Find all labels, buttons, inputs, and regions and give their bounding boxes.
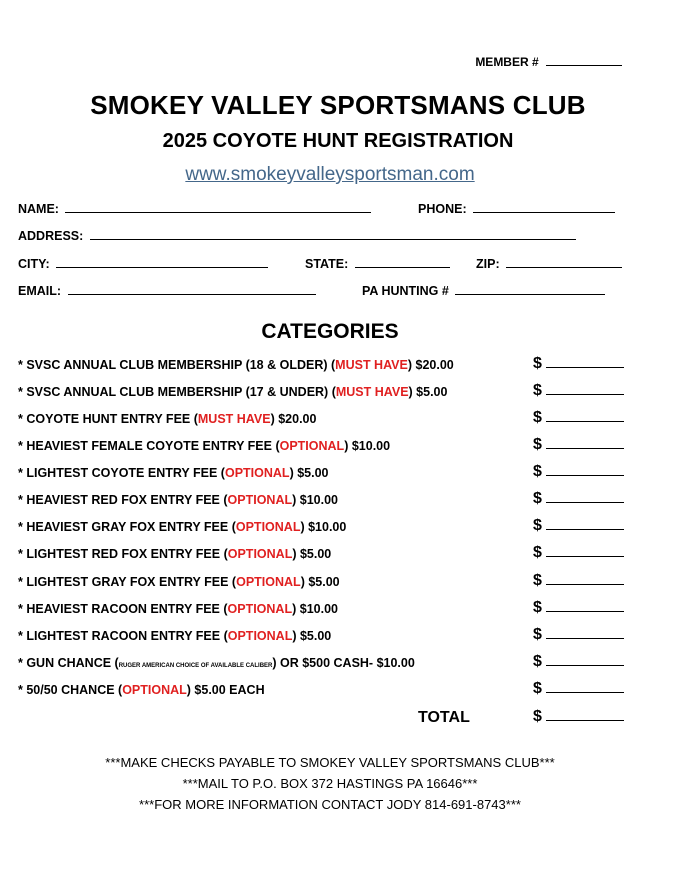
dollar-sign: $ bbox=[533, 680, 542, 697]
category-item-tag: OPTIONAL bbox=[236, 575, 301, 589]
dollar-sign: $ bbox=[533, 572, 542, 589]
amount-line[interactable] bbox=[546, 680, 624, 693]
category-item-fee: ) $5.00 bbox=[292, 629, 332, 643]
category-item-tag: MUST HAVE bbox=[335, 358, 408, 372]
amount-line[interactable] bbox=[546, 599, 624, 612]
category-item-text: * COYOTE HUNT ENTRY FEE ( bbox=[18, 412, 198, 426]
dollar-sign: $ bbox=[533, 626, 542, 643]
gun-chance-item bbox=[18, 656, 415, 670]
category-item bbox=[18, 575, 340, 589]
total-label: TOTAL bbox=[418, 709, 470, 726]
category-item bbox=[18, 602, 338, 616]
footer-mail-note: ***MAIL TO P.O. BOX 372 HASTINGS PA 16646*** bbox=[182, 776, 478, 791]
name-field bbox=[18, 201, 371, 216]
category-item-text: * LIGHTEST RED FOX ENTRY FEE ( bbox=[18, 547, 228, 561]
category-item-fee: ) $5.00 bbox=[300, 575, 340, 589]
category-item-tag: MUST HAVE bbox=[197, 412, 271, 426]
address-field bbox=[18, 228, 576, 243]
category-item-fee: ) $20.00 bbox=[407, 358, 454, 372]
category-item-text: * SVSC ANNUAL CLUB MEMBERSHIP (17 & UNDER) ( bbox=[18, 385, 336, 399]
zip-line[interactable] bbox=[506, 256, 622, 268]
dollar-sign: $ bbox=[533, 463, 542, 480]
phone-label: PHONE: bbox=[418, 202, 467, 216]
total-amount-line[interactable] bbox=[546, 708, 624, 721]
dollar-sign: $ bbox=[533, 517, 542, 534]
dollar-sign: $ bbox=[533, 544, 542, 561]
category-item-tag: OPTIONAL bbox=[227, 629, 293, 643]
category-item bbox=[18, 358, 454, 372]
phone-line[interactable] bbox=[473, 201, 615, 213]
amount-field bbox=[533, 626, 624, 644]
name-label: NAME: bbox=[18, 202, 59, 216]
fifty-fifty-item bbox=[18, 683, 265, 697]
amount-field bbox=[533, 436, 624, 454]
dollar-sign: $ bbox=[533, 599, 542, 616]
member-number-line[interactable] bbox=[546, 54, 622, 66]
categories-heading: CATEGORIES bbox=[261, 320, 399, 343]
phone-field bbox=[418, 201, 615, 216]
amount-line[interactable] bbox=[546, 409, 624, 422]
category-item bbox=[18, 385, 447, 399]
amount-line[interactable] bbox=[546, 355, 624, 368]
category-item-fee: ) $5.00 bbox=[289, 466, 329, 480]
category-item-tag: OPTIONAL bbox=[235, 520, 301, 534]
email-line[interactable] bbox=[68, 283, 316, 295]
category-item-tag: MUST HAVE bbox=[335, 385, 409, 399]
category-item-text: * LIGHTEST GRAY FOX ENTRY FEE ( bbox=[18, 575, 237, 589]
amount-line[interactable] bbox=[546, 572, 624, 585]
page-subtitle: 2025 COYOTE HUNT REGISTRATION bbox=[162, 130, 514, 152]
email-field bbox=[18, 283, 316, 298]
state-field bbox=[305, 256, 450, 271]
category-item-fee: ) $5.00 bbox=[292, 547, 332, 561]
category-item bbox=[18, 547, 331, 561]
category-item-fee: ) $5.00 bbox=[408, 385, 448, 399]
category-item bbox=[18, 466, 328, 480]
fifty-fifty-tag: OPTIONAL bbox=[122, 683, 187, 697]
pa-hunting-line[interactable] bbox=[455, 283, 605, 295]
category-item-fee: ) $20.00 bbox=[270, 412, 317, 426]
category-item-tag: OPTIONAL bbox=[224, 466, 290, 480]
pa-hunting-field bbox=[362, 283, 605, 298]
category-item-fee: ) $10.00 bbox=[344, 439, 391, 453]
category-item bbox=[18, 629, 331, 643]
amount-field bbox=[533, 544, 624, 562]
zip-field bbox=[476, 256, 622, 271]
category-item-tag: OPTIONAL bbox=[227, 493, 293, 507]
category-item bbox=[18, 412, 316, 426]
amount-field bbox=[533, 382, 624, 400]
state-label: STATE: bbox=[305, 257, 349, 271]
email-label: EMAIL: bbox=[18, 284, 62, 298]
dollar-sign: $ bbox=[533, 490, 542, 507]
state-line[interactable] bbox=[355, 256, 450, 268]
category-item bbox=[18, 520, 346, 534]
category-item-tag: OPTIONAL bbox=[227, 547, 293, 561]
city-line[interactable] bbox=[56, 256, 268, 268]
dollar-sign: $ bbox=[533, 653, 542, 670]
amount-line[interactable] bbox=[546, 653, 624, 666]
amount-line[interactable] bbox=[546, 436, 624, 449]
amount-line[interactable] bbox=[546, 544, 624, 557]
amount-field bbox=[533, 599, 624, 617]
address-line[interactable] bbox=[90, 228, 576, 240]
zip-label: ZIP: bbox=[476, 257, 500, 271]
amount-line[interactable] bbox=[546, 490, 624, 503]
amount-field bbox=[533, 463, 624, 481]
amount-field bbox=[533, 517, 624, 535]
pa-hunting-label: PA HUNTING # bbox=[362, 284, 449, 298]
address-label: ADDRESS: bbox=[18, 229, 84, 243]
dollar-sign: $ bbox=[533, 708, 542, 725]
website-link[interactable]: www.smokeyvalleysportsman.com bbox=[185, 164, 475, 185]
amount-field bbox=[533, 653, 624, 671]
amount-line[interactable] bbox=[546, 626, 624, 639]
dollar-sign: $ bbox=[533, 436, 542, 453]
page-title: SMOKEY VALLEY SPORTSMANS CLUB bbox=[90, 90, 586, 120]
category-item-tag: OPTIONAL bbox=[279, 439, 345, 453]
category-item-text: * SVSC ANNUAL CLUB MEMBERSHIP (18 & OLDER) ( bbox=[18, 358, 336, 372]
dollar-sign: $ bbox=[533, 355, 542, 372]
gun-chance-text: * GUN CHANCE ( bbox=[18, 656, 119, 670]
category-item-text: * LIGHTEST RACOON ENTRY FEE ( bbox=[18, 629, 228, 643]
gun-chance-detail: RUGER AMERICAN CHOICE OF AVAILABLE CALIBER bbox=[118, 663, 273, 669]
category-item-fee: ) $10.00 bbox=[300, 520, 347, 534]
city-field bbox=[18, 256, 268, 271]
amount-line[interactable] bbox=[546, 463, 624, 476]
category-item-fee: ) $10.00 bbox=[292, 493, 338, 507]
dollar-sign: $ bbox=[533, 409, 542, 426]
category-item-tag: OPTIONAL bbox=[227, 602, 293, 616]
fifty-fifty-text: * 50/50 CHANCE ( bbox=[18, 683, 123, 697]
footer-contact-note: ***FOR MORE INFORMATION CONTACT JODY 814-691-8743*** bbox=[139, 797, 521, 812]
total-amount-field bbox=[533, 708, 624, 726]
member-number-field bbox=[475, 54, 622, 69]
footer-payable-note: ***MAKE CHECKS PAYABLE TO SMOKEY VALLEY SPORTSMANS CLUB*** bbox=[105, 755, 555, 770]
amount-field bbox=[533, 409, 624, 427]
member-number-label: MEMBER # bbox=[475, 55, 539, 69]
name-line[interactable] bbox=[65, 201, 371, 213]
category-item bbox=[18, 439, 390, 453]
city-label: CITY: bbox=[18, 257, 50, 271]
category-item-text: * HEAVIEST RACOON ENTRY FEE ( bbox=[18, 602, 228, 616]
amount-field bbox=[533, 355, 624, 373]
category-item-fee: ) $10.00 bbox=[292, 602, 338, 616]
amount-field bbox=[533, 490, 624, 508]
amount-line[interactable] bbox=[546, 517, 624, 530]
category-item-text: * LIGHTEST COYOTE ENTRY FEE ( bbox=[18, 466, 225, 480]
category-item-text: * HEAVIEST FEMALE COYOTE ENTRY FEE ( bbox=[18, 439, 280, 453]
amount-field bbox=[533, 572, 624, 590]
amount-line[interactable] bbox=[546, 382, 624, 395]
category-item-text: * HEAVIEST RED FOX ENTRY FEE ( bbox=[18, 493, 228, 507]
dollar-sign: $ bbox=[533, 382, 542, 399]
category-item bbox=[18, 493, 338, 507]
fifty-fifty-fee: ) $5.00 EACH bbox=[186, 683, 265, 697]
gun-chance-fee: ) OR $500 CASH- $10.00 bbox=[272, 656, 415, 670]
amount-field bbox=[533, 680, 624, 698]
category-item-text: * HEAVIEST GRAY FOX ENTRY FEE ( bbox=[18, 520, 236, 534]
